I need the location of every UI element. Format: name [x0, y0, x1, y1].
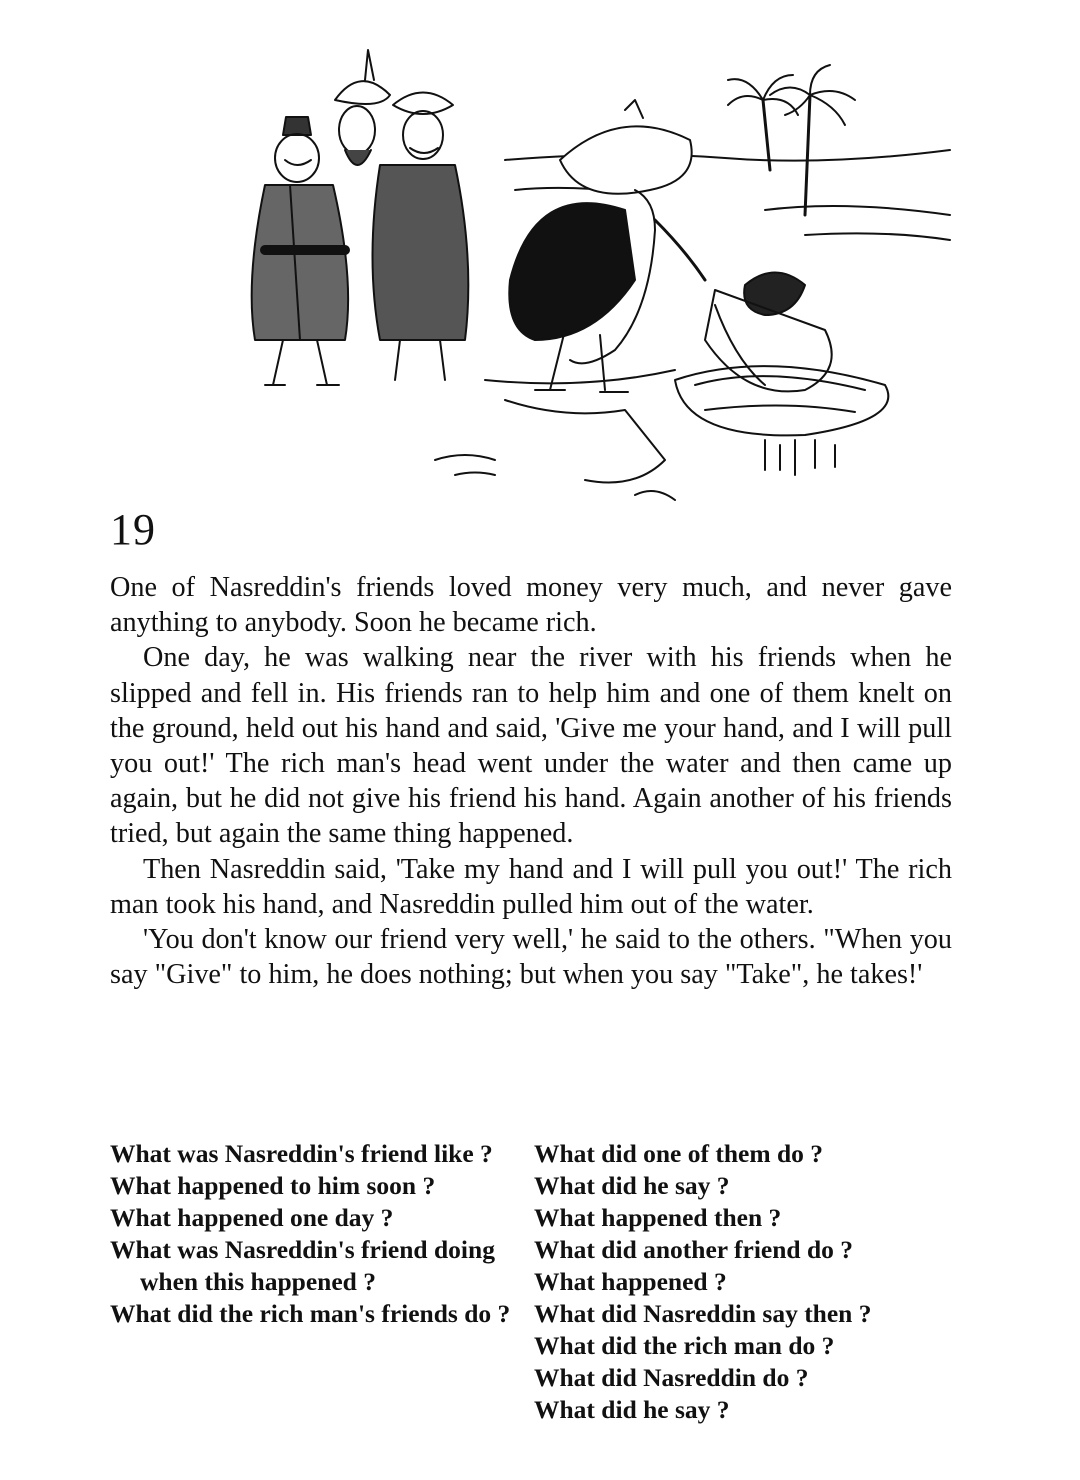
- question-item: What was Nasreddin's friend doing when this happened ?: [110, 1235, 495, 1296]
- question-item: What did he say ?: [534, 1171, 730, 1200]
- story-paragraph-1: One of Nasreddin's friends loved money very much, and never gave anything to anybody. Soon he became rich.: [110, 572, 952, 639]
- question-item: What happened ?: [534, 1267, 727, 1296]
- question-item: What did he say ?: [534, 1395, 730, 1424]
- story-paragraph-4: 'You don't know our friend very well,' he said to the others. "When you say "Give" to him, he does nothing; but when you say "Take", he takes!': [110, 924, 952, 991]
- question-item: What did another friend do ?: [534, 1235, 854, 1264]
- questions-left-column: [110, 1138, 515, 1330]
- story-text: [110, 570, 952, 992]
- nasreddin-river-illustration: [205, 40, 960, 510]
- question-item: What did one of them do ?: [534, 1139, 824, 1168]
- question-item: What did Nasreddin say then ?: [534, 1299, 872, 1328]
- question-item: What did Nasreddin do ?: [534, 1363, 809, 1392]
- question-item: What happened to him soon ?: [110, 1171, 436, 1200]
- question-item: What was Nasreddin's friend like ?: [110, 1139, 493, 1168]
- question-item: What did the rich man's friends do ?: [110, 1299, 511, 1328]
- question-item: What did the rich man do ?: [534, 1331, 835, 1360]
- story-number: 19: [110, 505, 156, 554]
- question-item: What happened one day ?: [110, 1203, 394, 1232]
- story-paragraph-2: One day, he was walking near the river with his friends when he slipped and fell in. His friends ran to help him and one of them knelt on the ground, held out his hand and said, 'Give me your hand, and I will pull you out!' The rich man's head went under the water and then came up again, but he did not give his friend his hand. Again another of his friends tried, but again the same thing happened.: [110, 642, 952, 850]
- question-item: What happened then ?: [534, 1203, 782, 1232]
- questions-right-column: [534, 1138, 954, 1426]
- story-paragraph-3: Then Nasreddin said, 'Take my hand and I will pull you out!' The rich man took his hand, and Nasreddin pulled him out of the water.: [110, 853, 952, 920]
